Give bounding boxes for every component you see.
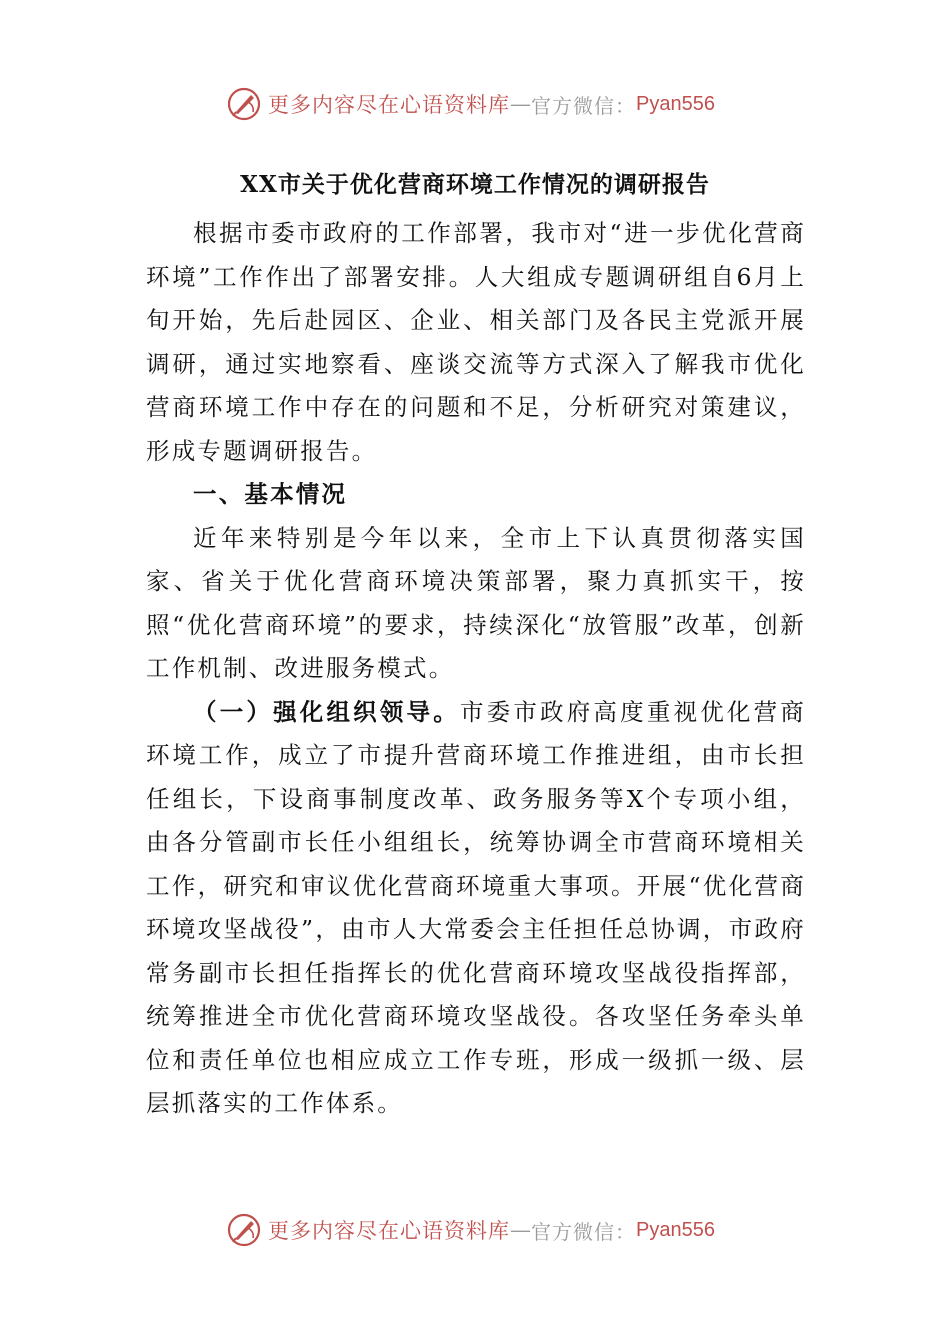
document-body	[146, 212, 806, 1126]
banner-contact-id: Pyan556	[636, 92, 715, 115]
subsection-lead: （一）强化组织领导。	[193, 697, 460, 726]
quill-logo-icon	[226, 86, 262, 122]
subsection-body: 市委市政府高度重视优化营商环境工作，成立了市提升营商环境工作推进组，由市长担任组长，下设商事制度改革、政务服务等X个专项小组，由各分管副市长任小组组长，统筹协调全市营商环境相关工作，研究和审议优化营商环境重大事项。开展“优化营商环境攻坚战役”，由市人大常委会主任担任总协调，市政府常务副市长担任指挥长的优化营商环境攻坚战役指挥部，统筹推进全市优化营商环境攻坚战役。各攻坚任务牵头单位和责任单位也相应成立工作专班，形成一级抓一级、层层抓落实的工作体系。	[146, 697, 806, 1117]
section-paragraph-basic: 近年来特别是今年以来，全市上下认真贯彻落实国家、省关于优化营商环境决策部署，聚力真抓实干，按照“优化营商环境”的要求，持续深化“放管服”改革，创新工作机制、改进服务模式。	[146, 523, 806, 682]
header-watermark-banner	[226, 84, 715, 124]
banner-text: 更多内容尽在心语资料库	[268, 93, 510, 117]
banner-separator: —	[510, 1218, 531, 1242]
section-heading-basic: 一、基本情况	[193, 480, 348, 508]
quill-logo-icon	[226, 1212, 262, 1248]
intro-paragraph: 根据市委市政府的工作部署，我市对“进一步优化营商环境”工作作出了部署安排。人大组成专题调研组自6月上旬开始，先后赴园区、企业、相关部门及各民主党派开展调研，通过实地察看、座谈交流等方式深入了解我市优化营商环境工作中存在的问题和不足，分析研究对策建议，形成专题调研报告。	[146, 219, 806, 465]
banner-contact-id: Pyan556	[636, 1218, 715, 1241]
banner-contact-label: 官方微信：	[531, 1219, 636, 1244]
banner-separator: —	[510, 92, 531, 116]
subsection-paragraph-organization	[146, 691, 806, 1126]
banner-contact-label: 官方微信：	[531, 93, 636, 118]
footer-watermark-banner	[226, 1210, 715, 1250]
banner-text: 更多内容尽在心语资料库	[268, 1219, 510, 1243]
document-title: XX市关于优化营商环境工作情况的调研报告	[240, 171, 710, 198]
